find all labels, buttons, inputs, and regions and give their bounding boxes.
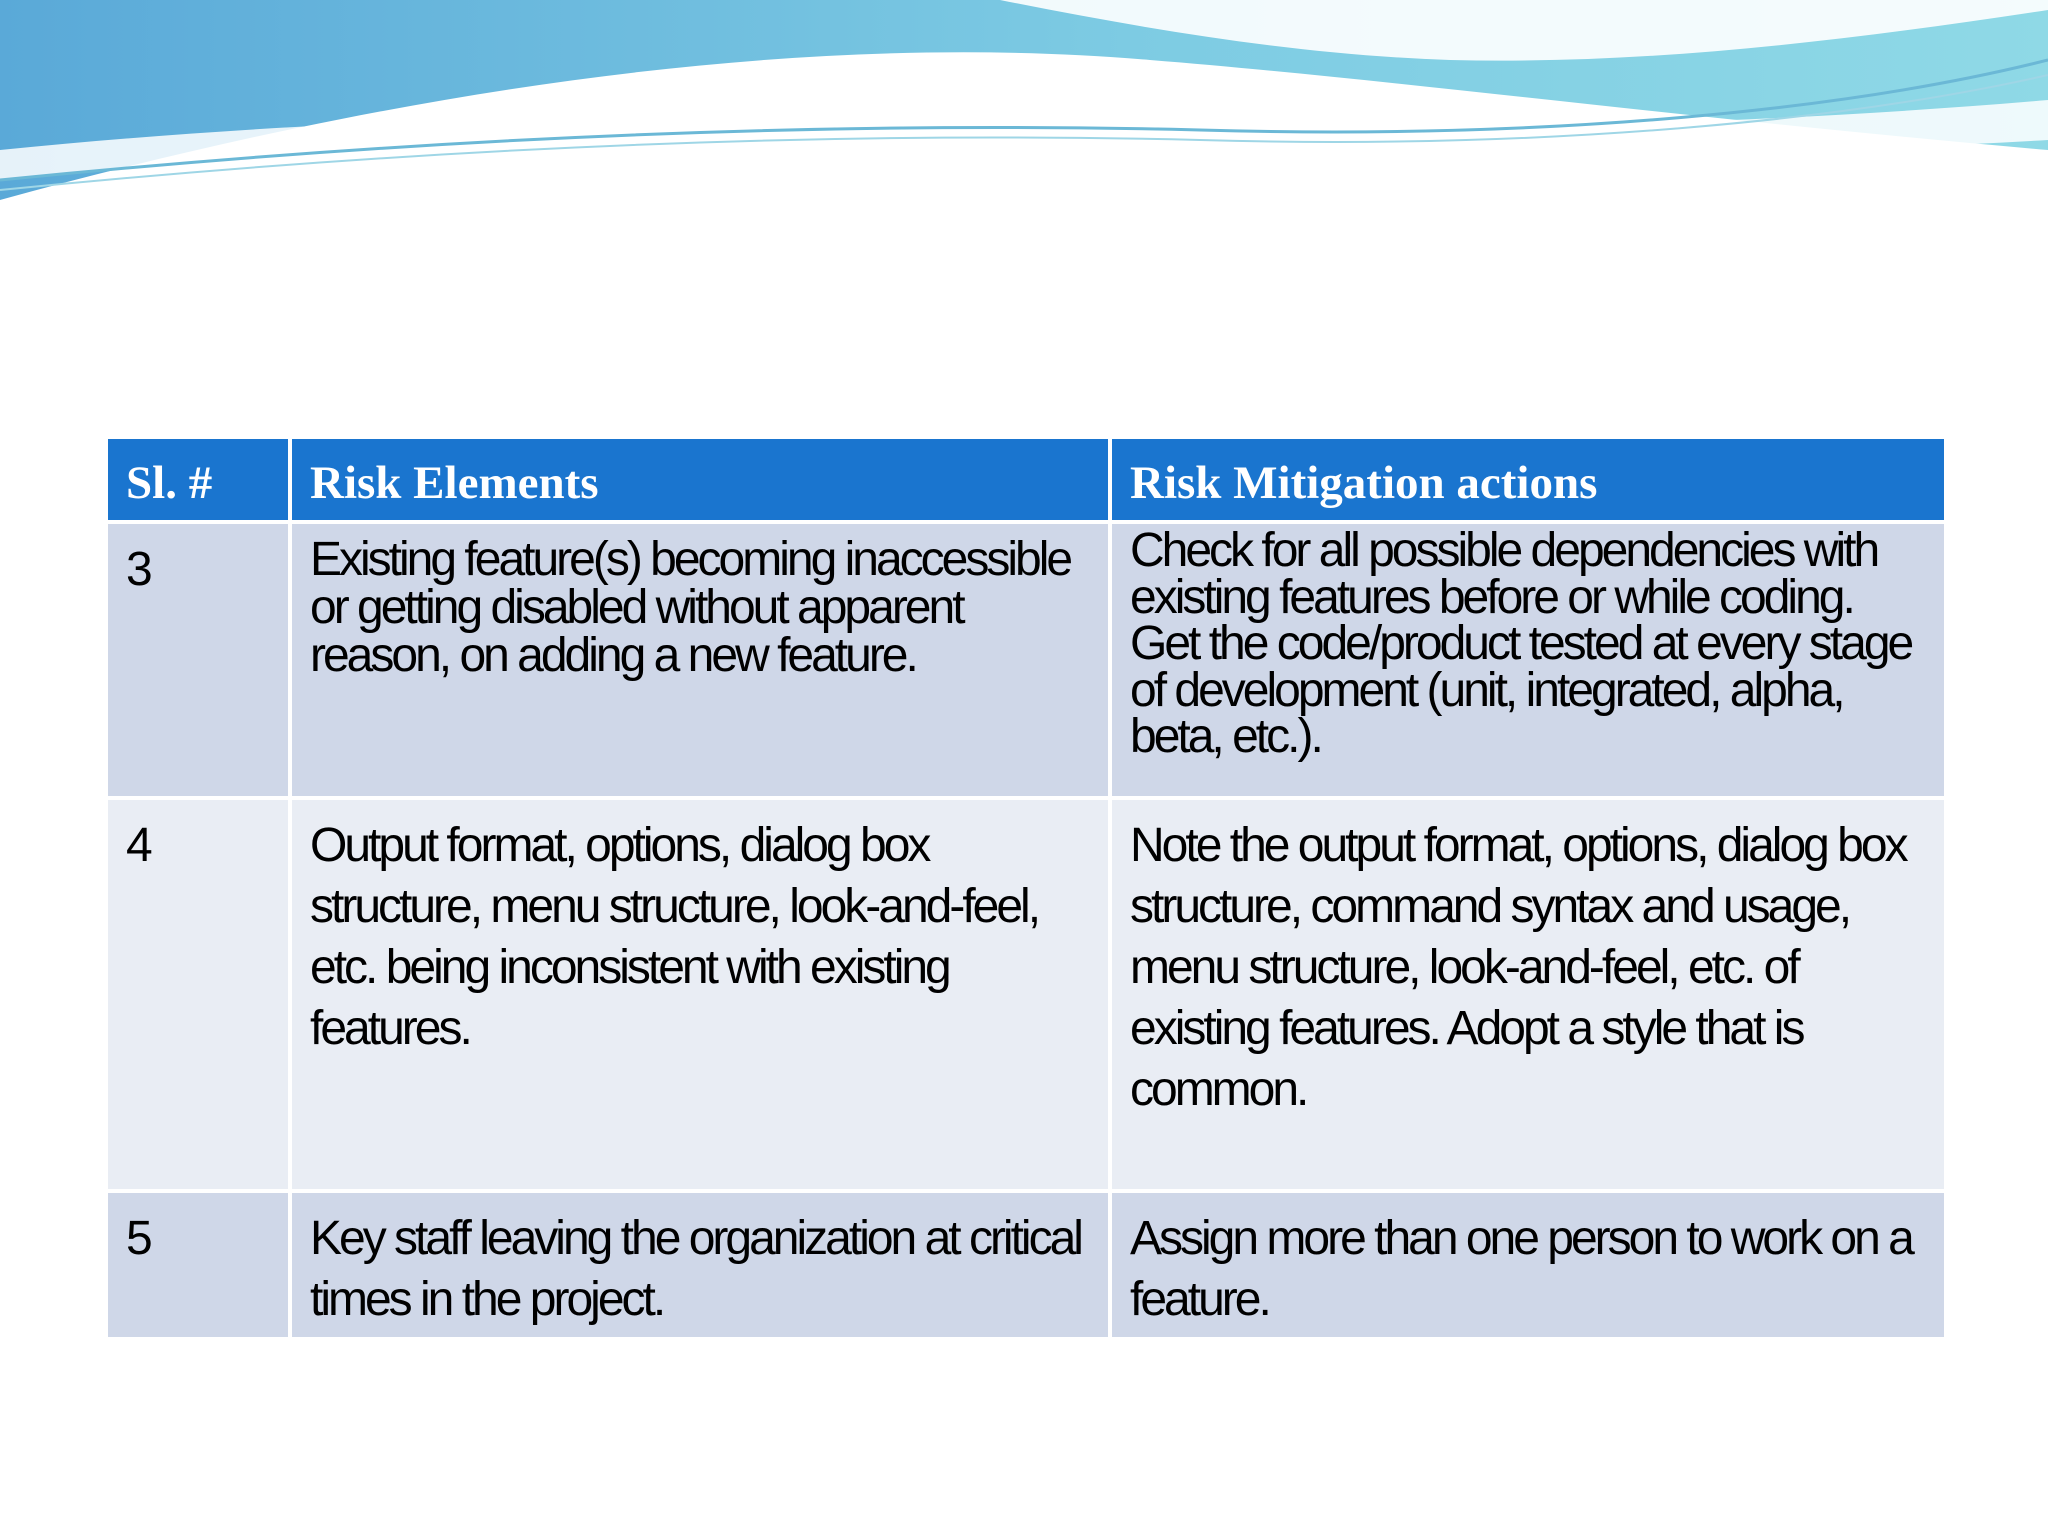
risk-table [104,435,1948,1341]
mitigation-cell: Check for all possible dependencies with existing features before or while coding. Get the code/product tested at every stage of development (unit, integrated, alpha, beta, etc.). [1110,522,1946,798]
decorative-wave-banner [0,0,2048,260]
risk-element-cell: Key staff leaving the organization at critical times in the project. [290,1191,1110,1339]
header-risk-mitigation: Risk Mitigation actions [1110,437,1946,522]
row-number: 3 [106,522,290,798]
risk-element-cell: Output format, options, dialog box structure, menu structure, look-and-feel, etc. being inconsistent with existing features. [290,798,1110,1191]
table-row [106,798,1946,1191]
table-row [106,1191,1946,1339]
header-sl-number: Sl. # [106,437,290,522]
row-number: 4 [106,798,290,1191]
risk-element-cell: Existing feature(s) becoming inaccessible or getting disabled without apparent reason, on adding a new feature. [290,522,1110,798]
row-number: 5 [106,1191,290,1339]
table-header-row [106,437,1946,522]
mitigation-cell: Assign more than one person to work on a feature. [1110,1191,1946,1339]
mitigation-cell: Note the output format, options, dialog box structure, command syntax and usage, menu structure, look-and-feel, etc. of existing features. Adopt a style that is common. [1110,798,1946,1191]
table-row [106,522,1946,798]
header-risk-elements: Risk Elements [290,437,1110,522]
